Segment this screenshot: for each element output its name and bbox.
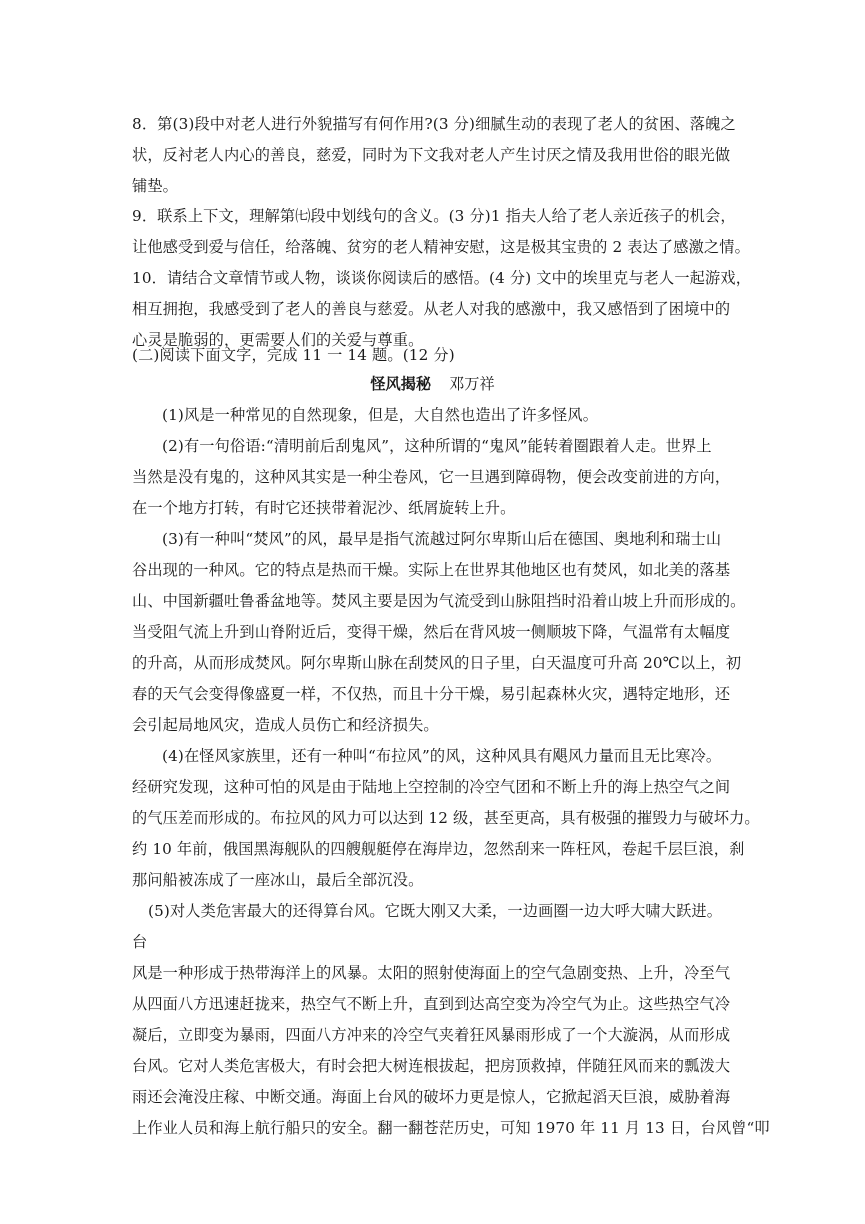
section-heading: (二)阅读下面文字，完成 11 一 14 题。(12 分) — [132, 346, 455, 364]
paragraph-2-line: (2)有一句俗语:“清明前后刮鬼风”，这种所谓的“鬼风”能转着圈跟着人走。世界上 — [162, 437, 712, 455]
paragraph-5-line: 上作业人员和海上航行船只的安全。翻一翻苍茫历史，可知 1970 年 11 月 13 日，台风曾“叩 — [132, 1119, 770, 1137]
paragraph-4-line: 的气压差而形成的。布拉风的风力可以达到 12 级，甚至更高，具有极强的摧毁力与破坏力。 — [132, 809, 760, 827]
article-author: 邓万祥 — [449, 375, 495, 393]
q10-line: 10．请结合文章情节或人物，谈谈你阅读后的感悟。(4 分) 文中的埃里克与老人一起游戏， — [132, 269, 752, 287]
paragraph-3-line: 的升高，从而形成焚风。阿尔卑斯山脉在刮焚风的日子里，白天温度可升高 20℃以上，初 — [132, 654, 742, 672]
paragraph-5-line: 雨还会淹没庄稼、中断交通。海面上台风的破坏力更是惊人，它掀起滔天巨浪，威胁着海 — [132, 1088, 731, 1106]
paragraph-3-line: (3)有一种叫“焚风”的风，最早是指气流越过阿尔卑斯山后在德国、奥地利和瑞士山 — [162, 530, 722, 548]
paragraph-3-line: 山、中国新疆吐鲁番盆地等。焚风主要是因为气流受到山脉阻挡时沿着山坡上升而形成的。 — [132, 592, 746, 610]
paragraph-4-line: 经研究发现，这种可怕的风是由于陆地上空控制的冷空气团和不断上升的海上热空气之间 — [132, 778, 731, 796]
paragraph-3-line: 会引起局地风灾，造成人员伤亡和经济损失。 — [132, 716, 439, 734]
q9-line: 让他感受到爱与信任，给落魄、贫穷的老人精神安慰，这是极其宝贵的 2 表达了感激之情。 — [132, 238, 750, 256]
paragraph-1-line: (1)风是一种常见的自然现象，但是，大自然也造出了许多怪风。 — [162, 406, 599, 424]
paragraph-4-line: 约 10 年前，俄国黑海舰队的四艘舰艇停在海岸边，忽然刮来一阵枉风，卷起千层巨浪，刹 — [132, 840, 745, 858]
paragraph-5-line: 风是一种形成于热带海洋上的风暴。太阳的照射使海面上的空气急剧变热、上升，冷至气 — [132, 964, 731, 982]
q8-line: 铺垫。 — [132, 177, 179, 195]
q8-line: 8．第(3)段中对老人进行外貌描写有何作用?(3 分)细腻生动的表现了老人的贫困、落魄之 — [132, 115, 736, 133]
paragraph-5-line: 凝后，立即变为暴雨，四面八方冲来的冷空气夹着狂风暴雨形成了一个大漩涡，从而形成 — [132, 1026, 731, 1044]
q10-line: 心灵是脆弱的，更需要人们的关爱与尊重。 — [132, 331, 424, 349]
q9-line: 9．联系上下文，理解第㈦段中划线句的含义。(3 分)1 指夫人给了老人亲近孩子的机会， — [132, 207, 736, 225]
article-title: 怪风揭秘 — [370, 375, 432, 393]
paragraph-5-line: 台风。它对人类危害极大，有时会把大树连根拔起，把房顶救掉，伴随狂风而来的瓢泼大 — [132, 1057, 731, 1075]
paragraph-2-line: 当然是没有鬼的，这种风其实是一种尘卷风，它一旦遇到障碍物，便会改变前进的方向， — [132, 468, 731, 486]
paragraph-3-line: 当受阻气流上升到山脊附近后，变得干燥，然后在背风坡一侧顺坡下降，气温常有太幅度 — [132, 623, 731, 641]
paragraph-2-line: 在一个地方打转，有时它还挟带着泥沙、纸屑旋转上升。 — [132, 499, 516, 517]
q10-line: 相互拥抱，我感受到了老人的善良与慈爱。从老人对我的感激中，我又感悟到了困境中的 — [132, 300, 731, 318]
q8-line: 状，反衬老人内心的善良，慈爱，同时为下文我对老人产生讨厌之情及我用世俗的眼光做 — [132, 146, 731, 164]
paragraph-5-line: 从四面八方迅速赶拢来，热空气不断上升，直到到达高空变为冷空气为止。这些热空气冷 — [132, 995, 731, 1013]
paragraph-4-line: (4)在怪风家族里，还有一种叫“布拉风”的风，这种风具有飓风力量而且无比寒冷。 — [162, 747, 722, 765]
paragraph-5-line: 台 — [132, 933, 148, 951]
paragraph-3-line: 春的天气会变得像盛夏一样，不仅热，而且十分干燥，易引起森林火灾，遇特定地形，还 — [132, 685, 731, 703]
paragraph-3-line: 谷出现的一种风。它的特点是热而干燥。实际上在世界其他地区也有焚风，如北美的落基 — [132, 561, 731, 579]
paragraph-4-line: 那问船被冻成了一座冰山，最后全部沉没。 — [132, 871, 424, 889]
paragraph-5-line: (5)对人类危害最大的还得算台风。它既大刚又大柔，一边画圈一边大呼大啸大跃进。 — [148, 902, 723, 920]
article-title-block — [0, 374, 865, 394]
